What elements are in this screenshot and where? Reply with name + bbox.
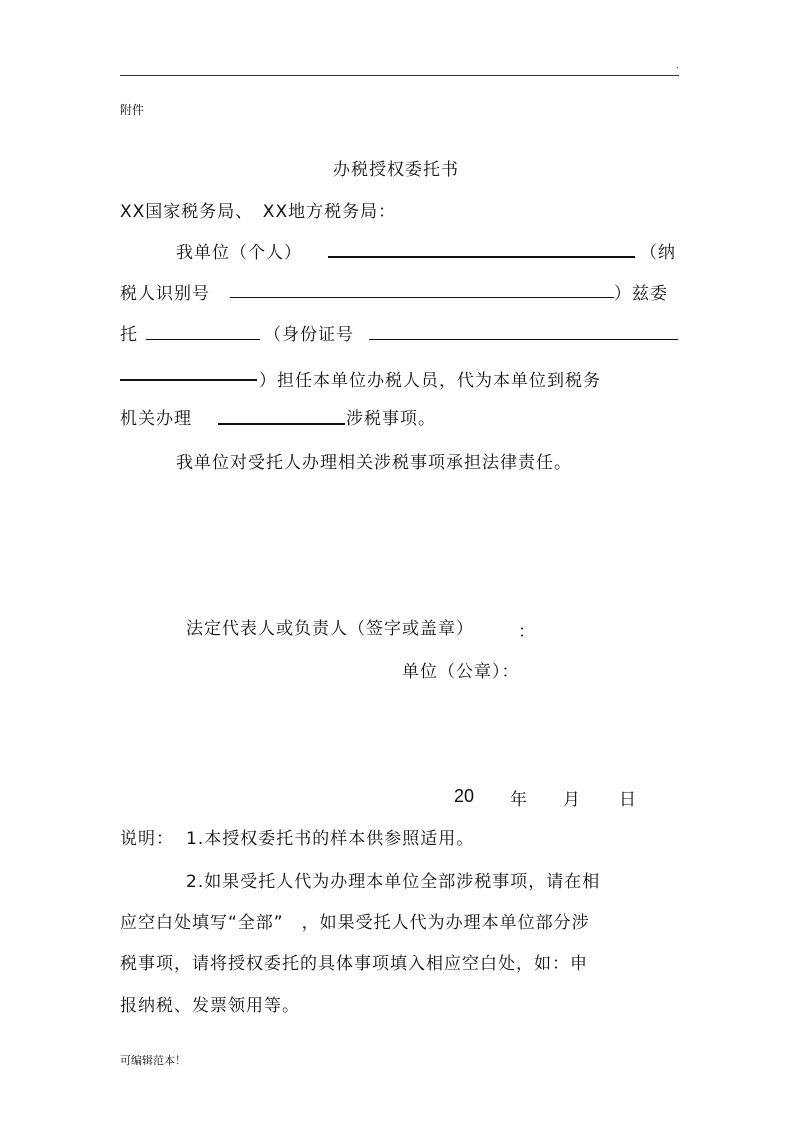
date-year: 年 <box>510 790 528 810</box>
para1-line5-end: 涉税事项。 <box>346 409 436 429</box>
note-1: 1.本授权委托书的样本供参照适用。 <box>186 829 475 849</box>
para1-line2-start: 税人识别号 <box>120 284 210 304</box>
attachment-label: 附件 <box>120 103 145 117</box>
id-number-field-cont[interactable] <box>120 379 257 381</box>
date-day: 日 <box>619 790 637 810</box>
unit-name-field[interactable] <box>328 256 635 258</box>
taxpayer-id-field[interactable] <box>230 297 614 298</box>
date-month: 月 <box>563 790 581 810</box>
liability-statement: 我单位对受托人办理相关涉税事项承担法律责任。 <box>176 453 572 473</box>
tax-matters-field[interactable] <box>218 423 345 425</box>
legal-rep-colon: ： <box>518 622 536 642</box>
header-rule <box>120 75 679 76</box>
legal-rep-label: 法定代表人或负责人（签字或盖章） <box>186 619 474 639</box>
header-mark: . <box>676 60 680 71</box>
unit-seal-label: 单位（公章）： <box>402 662 520 682</box>
footer-text: 可编辑范本！ <box>120 1054 186 1067</box>
note-2-line1: 2.如果受托人代为办理本单位全部涉税事项，请在相 <box>186 872 601 892</box>
para1-line4-end: ）担任本单位办税人员，代为本单位到税务 <box>259 371 601 391</box>
note-2-line4: 报纳税、发票领用等。 <box>120 996 300 1016</box>
para1-line2-end: ）兹委 <box>614 284 668 304</box>
para1-line1-end: （纳 <box>640 243 676 263</box>
para1-line3-start: 托 <box>120 325 138 345</box>
para1-line3-mid: （身份证号 <box>264 325 354 345</box>
date-year-prefix: 20 <box>454 786 475 806</box>
addressee-line: XX国家税务局、 XX地方税务局： <box>120 202 397 222</box>
notes-label: 说明： <box>120 829 174 849</box>
id-number-field[interactable] <box>369 339 678 340</box>
note-2-line3: 税事项，请将授权委托的具体事项填入相应空白处，如：申 <box>120 954 588 974</box>
document-title: 办税授权委托书 <box>333 160 459 180</box>
note-2-line2: 应空白处填写“全部” ，如果受托人代为办理本单位部分涉 <box>120 913 590 933</box>
trustee-name-field[interactable] <box>146 339 260 340</box>
para1-line1-start: 我单位（个人） <box>176 243 302 263</box>
para1-line5-start: 机关办理 <box>120 409 192 429</box>
